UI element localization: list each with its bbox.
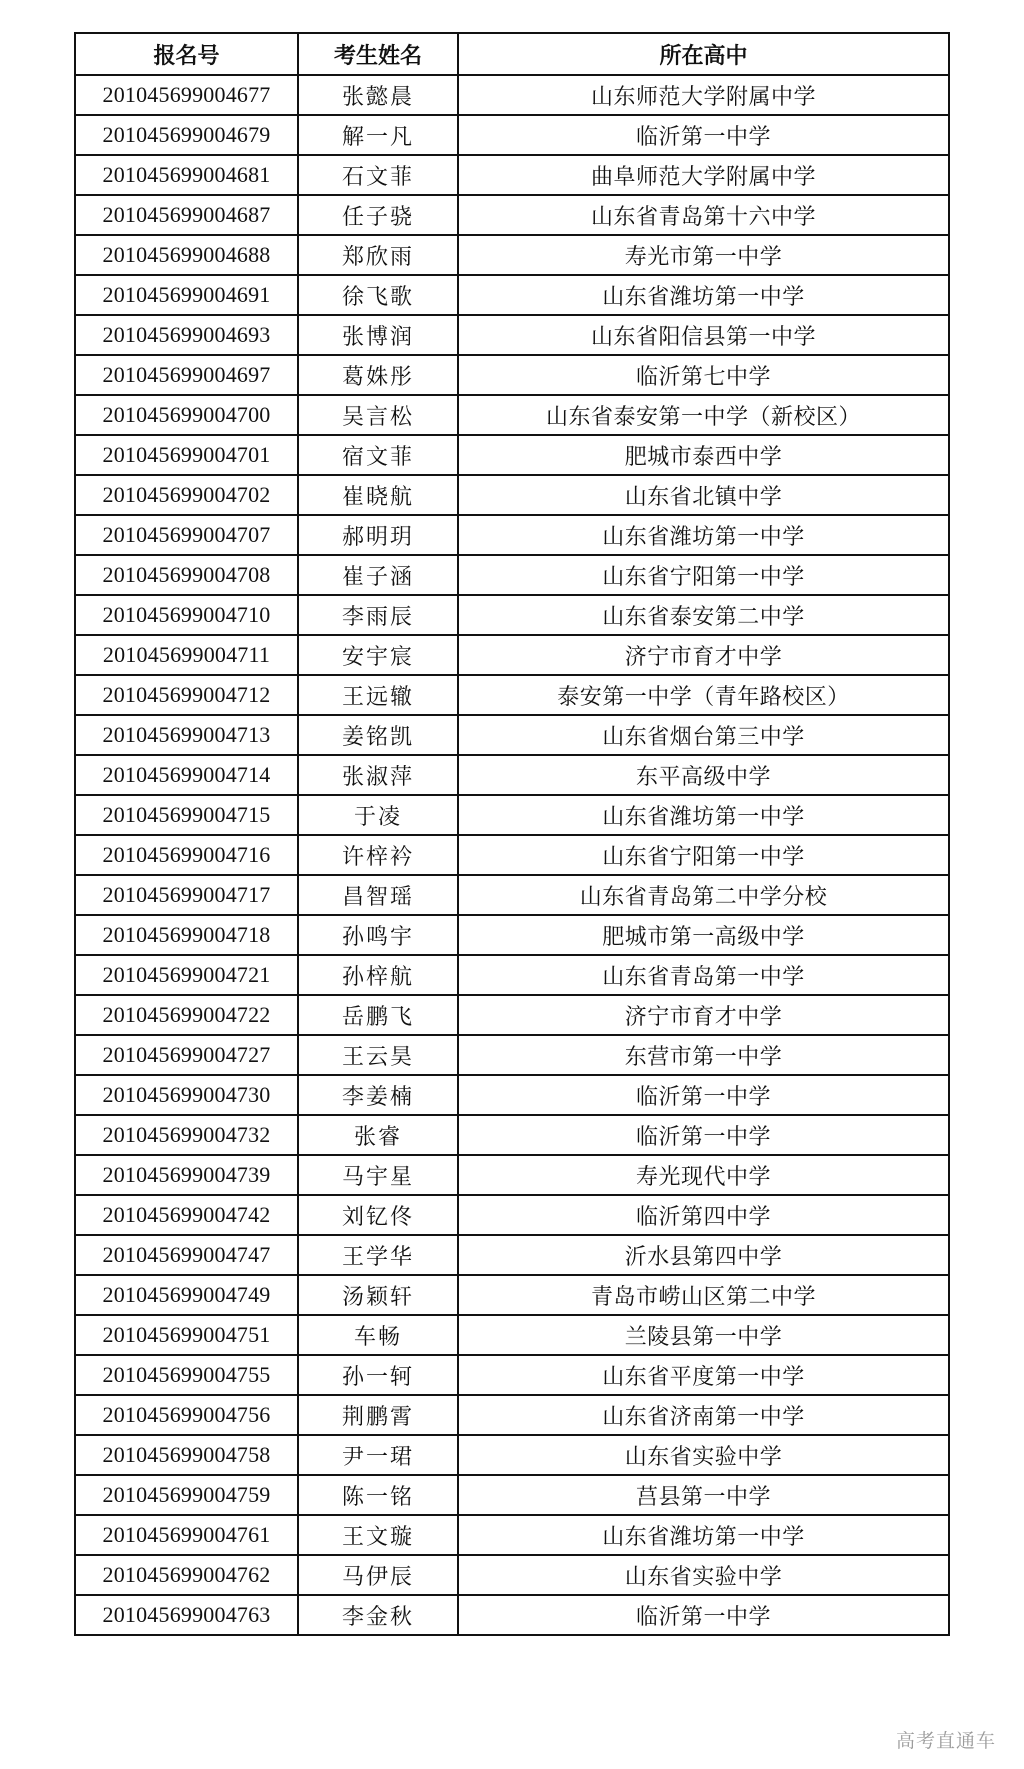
registration-number-cell: 201045699004718 xyxy=(75,915,298,955)
registration-number-cell: 201045699004749 xyxy=(75,1275,298,1315)
table-row xyxy=(75,635,949,675)
high-school-cell: 山东省宁阳第一中学 xyxy=(458,555,949,595)
registration-number-cell: 201045699004712 xyxy=(75,675,298,715)
high-school-cell: 山东省潍坊第一中学 xyxy=(458,515,949,555)
registration-number-cell: 201045699004751 xyxy=(75,1315,298,1355)
high-school-cell: 济宁市育才中学 xyxy=(458,635,949,675)
student-name-cell: 王文璇 xyxy=(298,1515,458,1555)
registration-number-cell: 201045699004714 xyxy=(75,755,298,795)
registration-number-cell: 201045699004755 xyxy=(75,1355,298,1395)
registration-number-cell: 201045699004727 xyxy=(75,1035,298,1075)
registration-number-cell: 201045699004758 xyxy=(75,1435,298,1475)
registration-number-cell: 201045699004717 xyxy=(75,875,298,915)
table-row xyxy=(75,315,949,355)
student-name-cell: 荆鹏霄 xyxy=(298,1395,458,1435)
table-row xyxy=(75,1315,949,1355)
registration-number-cell: 201045699004708 xyxy=(75,555,298,595)
admission-table xyxy=(74,32,950,1636)
admission-list xyxy=(74,32,948,1636)
table-row xyxy=(75,275,949,315)
table-row xyxy=(75,955,949,995)
table-row xyxy=(75,1115,949,1155)
watermark-text: 高考直通车 xyxy=(895,1730,996,1752)
high-school-cell: 沂水县第四中学 xyxy=(458,1235,949,1275)
student-name-cell: 王远辙 xyxy=(298,675,458,715)
registration-number-cell: 201045699004702 xyxy=(75,475,298,515)
table-row xyxy=(75,755,949,795)
student-name-cell: 马宇星 xyxy=(298,1155,458,1195)
registration-number-cell: 201045699004761 xyxy=(75,1515,298,1555)
student-name-cell: 石文菲 xyxy=(298,155,458,195)
student-name-cell: 车畅 xyxy=(298,1315,458,1355)
table-row xyxy=(75,235,949,275)
student-name-cell: 许梓衿 xyxy=(298,835,458,875)
table-row xyxy=(75,1515,949,1555)
table-row xyxy=(75,1435,949,1475)
registration-number-cell: 201045699004763 xyxy=(75,1595,298,1635)
high-school-cell: 莒县第一中学 xyxy=(458,1475,949,1515)
high-school-cell: 山东省济南第一中学 xyxy=(458,1395,949,1435)
table-row xyxy=(75,1475,949,1515)
student-name-cell: 徐飞歌 xyxy=(298,275,458,315)
table-row xyxy=(75,115,949,155)
registration-number-cell: 201045699004707 xyxy=(75,515,298,555)
table-row xyxy=(75,1195,949,1235)
table-row xyxy=(75,1275,949,1315)
table-row xyxy=(75,395,949,435)
high-school-cell: 寿光现代中学 xyxy=(458,1155,949,1195)
student-name-cell: 安宇宸 xyxy=(298,635,458,675)
table-row xyxy=(75,475,949,515)
registration-number-cell: 201045699004742 xyxy=(75,1195,298,1235)
student-name-cell: 孙鸣宇 xyxy=(298,915,458,955)
high-school-cell: 山东省潍坊第一中学 xyxy=(458,275,949,315)
table-row xyxy=(75,835,949,875)
student-name-cell: 吴言松 xyxy=(298,395,458,435)
high-school-cell: 山东省泰安第二中学 xyxy=(458,595,949,635)
registration-number-cell: 201045699004688 xyxy=(75,235,298,275)
student-name-cell: 张睿 xyxy=(298,1115,458,1155)
high-school-cell: 山东省潍坊第一中学 xyxy=(458,795,949,835)
student-name-cell: 刘钇佟 xyxy=(298,1195,458,1235)
high-school-cell: 山东省泰安第一中学（新校区） xyxy=(458,395,949,435)
table-body xyxy=(75,75,949,1635)
registration-number-cell: 201045699004730 xyxy=(75,1075,298,1115)
registration-number-cell: 201045699004762 xyxy=(75,1555,298,1595)
high-school-cell: 山东省烟台第三中学 xyxy=(458,715,949,755)
high-school-cell: 山东师范大学附属中学 xyxy=(458,75,949,115)
registration-number-cell: 201045699004697 xyxy=(75,355,298,395)
registration-number-cell: 201045699004677 xyxy=(75,75,298,115)
student-name-cell: 张淑萍 xyxy=(298,755,458,795)
student-name-cell: 马伊辰 xyxy=(298,1555,458,1595)
high-school-cell: 临沂第一中学 xyxy=(458,1075,949,1115)
table-row xyxy=(75,675,949,715)
student-name-cell: 陈一铭 xyxy=(298,1475,458,1515)
registration-number-cell: 201045699004711 xyxy=(75,635,298,675)
high-school-cell: 临沂第一中学 xyxy=(458,1595,949,1635)
table-row xyxy=(75,355,949,395)
student-name-cell: 昌智瑶 xyxy=(298,875,458,915)
header-registration-number: 报名号 xyxy=(75,33,298,75)
student-name-cell: 姜铭凯 xyxy=(298,715,458,755)
high-school-cell: 山东省宁阳第一中学 xyxy=(458,835,949,875)
high-school-cell: 山东省阳信县第一中学 xyxy=(458,315,949,355)
student-name-cell: 汤颖轩 xyxy=(298,1275,458,1315)
student-name-cell: 张博润 xyxy=(298,315,458,355)
table-header-row xyxy=(75,33,949,75)
table-row xyxy=(75,1595,949,1635)
registration-number-cell: 201045699004693 xyxy=(75,315,298,355)
student-name-cell: 李金秋 xyxy=(298,1595,458,1635)
table-row xyxy=(75,435,949,475)
registration-number-cell: 201045699004701 xyxy=(75,435,298,475)
registration-number-cell: 201045699004759 xyxy=(75,1475,298,1515)
student-name-cell: 葛姝彤 xyxy=(298,355,458,395)
student-name-cell: 宿文菲 xyxy=(298,435,458,475)
high-school-cell: 山东省平度第一中学 xyxy=(458,1355,949,1395)
table-row xyxy=(75,1035,949,1075)
registration-number-cell: 201045699004756 xyxy=(75,1395,298,1435)
high-school-cell: 肥城市泰西中学 xyxy=(458,435,949,475)
registration-number-cell: 201045699004739 xyxy=(75,1155,298,1195)
table-row xyxy=(75,515,949,555)
header-high-school: 所在高中 xyxy=(458,33,949,75)
registration-number-cell: 201045699004747 xyxy=(75,1235,298,1275)
high-school-cell: 济宁市育才中学 xyxy=(458,995,949,1035)
table-row xyxy=(75,915,949,955)
registration-number-cell: 201045699004687 xyxy=(75,195,298,235)
table-row xyxy=(75,555,949,595)
student-name-cell: 解一凡 xyxy=(298,115,458,155)
high-school-cell: 肥城市第一高级中学 xyxy=(458,915,949,955)
high-school-cell: 山东省潍坊第一中学 xyxy=(458,1515,949,1555)
student-name-cell: 郑欣雨 xyxy=(298,235,458,275)
table-row xyxy=(75,995,949,1035)
high-school-cell: 青岛市崂山区第二中学 xyxy=(458,1275,949,1315)
table-row xyxy=(75,75,949,115)
high-school-cell: 山东省青岛第一中学 xyxy=(458,955,949,995)
registration-number-cell: 201045699004710 xyxy=(75,595,298,635)
table-row xyxy=(75,1555,949,1595)
registration-number-cell: 201045699004713 xyxy=(75,715,298,755)
table-row xyxy=(75,795,949,835)
student-name-cell: 于凌 xyxy=(298,795,458,835)
student-name-cell: 尹一珺 xyxy=(298,1435,458,1475)
high-school-cell: 山东省实验中学 xyxy=(458,1555,949,1595)
table-row xyxy=(75,595,949,635)
table-row xyxy=(75,875,949,915)
table-row xyxy=(75,1155,949,1195)
student-name-cell: 王学华 xyxy=(298,1235,458,1275)
student-name-cell: 岳鹏飞 xyxy=(298,995,458,1035)
high-school-cell: 临沂第七中学 xyxy=(458,355,949,395)
high-school-cell: 兰陵县第一中学 xyxy=(458,1315,949,1355)
registration-number-cell: 201045699004716 xyxy=(75,835,298,875)
high-school-cell: 山东省实验中学 xyxy=(458,1435,949,1475)
high-school-cell: 临沂第一中学 xyxy=(458,115,949,155)
registration-number-cell: 201045699004732 xyxy=(75,1115,298,1155)
registration-number-cell: 201045699004722 xyxy=(75,995,298,1035)
registration-number-cell: 201045699004721 xyxy=(75,955,298,995)
table-row xyxy=(75,1355,949,1395)
table-row xyxy=(75,195,949,235)
high-school-cell: 东平高级中学 xyxy=(458,755,949,795)
high-school-cell: 山东省北镇中学 xyxy=(458,475,949,515)
student-name-cell: 崔子涵 xyxy=(298,555,458,595)
student-name-cell: 郝明玥 xyxy=(298,515,458,555)
registration-number-cell: 201045699004715 xyxy=(75,795,298,835)
high-school-cell: 山东省青岛第二中学分校 xyxy=(458,875,949,915)
high-school-cell: 曲阜师范大学附属中学 xyxy=(458,155,949,195)
registration-number-cell: 201045699004679 xyxy=(75,115,298,155)
student-name-cell: 张懿晨 xyxy=(298,75,458,115)
student-name-cell: 王云昊 xyxy=(298,1035,458,1075)
high-school-cell: 临沂第一中学 xyxy=(458,1115,949,1155)
registration-number-cell: 201045699004700 xyxy=(75,395,298,435)
table-row xyxy=(75,155,949,195)
student-name-cell: 孙梓航 xyxy=(298,955,458,995)
high-school-cell: 泰安第一中学（青年路校区） xyxy=(458,675,949,715)
high-school-cell: 临沂第四中学 xyxy=(458,1195,949,1235)
student-name-cell: 李雨辰 xyxy=(298,595,458,635)
table-row xyxy=(75,1235,949,1275)
registration-number-cell: 201045699004691 xyxy=(75,275,298,315)
student-name-cell: 李姜楠 xyxy=(298,1075,458,1115)
registration-number-cell: 201045699004681 xyxy=(75,155,298,195)
student-name-cell: 崔晓航 xyxy=(298,475,458,515)
high-school-cell: 山东省青岛第十六中学 xyxy=(458,195,949,235)
header-student-name: 考生姓名 xyxy=(298,33,458,75)
student-name-cell: 任子骁 xyxy=(298,195,458,235)
table-row xyxy=(75,1395,949,1435)
student-name-cell: 孙一轲 xyxy=(298,1355,458,1395)
table-row xyxy=(75,1075,949,1115)
table-row xyxy=(75,715,949,755)
high-school-cell: 东营市第一中学 xyxy=(458,1035,949,1075)
high-school-cell: 寿光市第一中学 xyxy=(458,235,949,275)
